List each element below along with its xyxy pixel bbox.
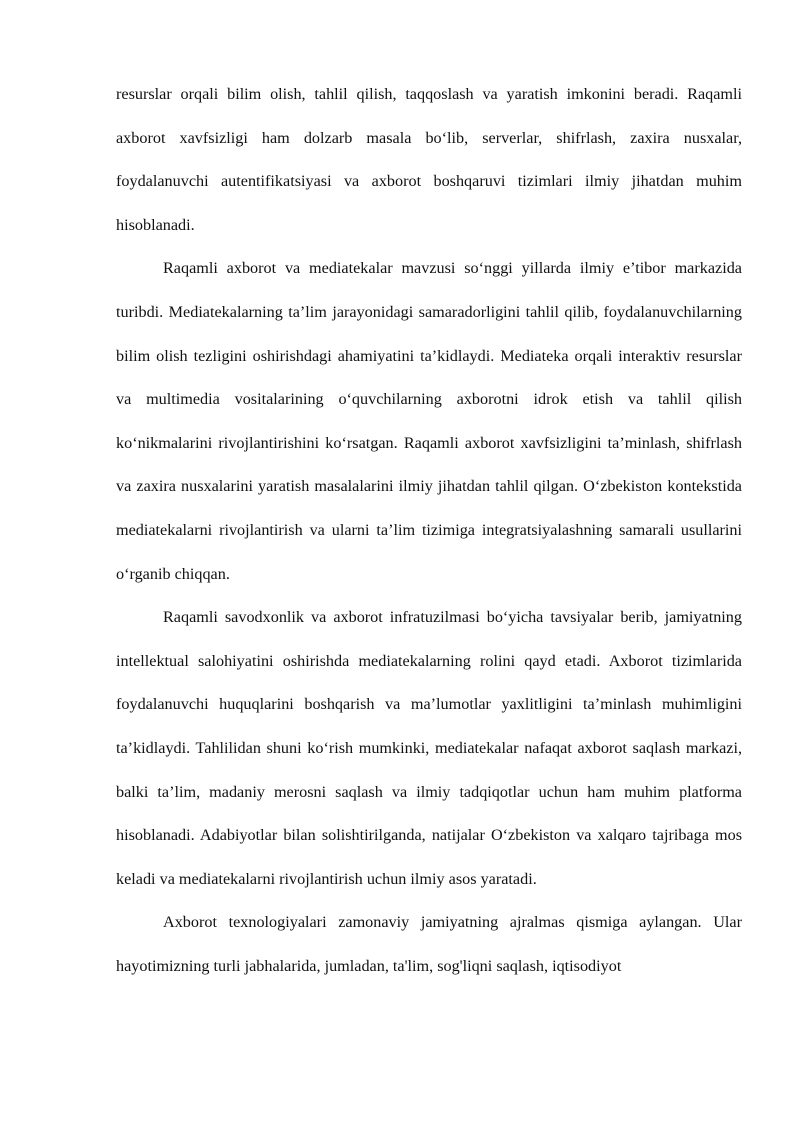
paragraph-mediatekalar-research: Raqamli axborot va mediatekalar mavzusi so‘nggi yillarda ilmiy e’tibor markazida turibdi. Mediatekalarning ta’lim jarayonidagi samaradorligini tahlil qilib, foydalanuvchilarning bilim olish tezligini oshirishdagi ahamiyatini ta’kidlaydi. Mediateka orqali interaktiv resurslar va multimedia vositalarining o‘quvchilarning axborotni idrok etish va tahlil qilish ko‘nikmalarini rivojlantirishini ko‘rsatgan. Raqamli axborot xavfsizligini ta’minlash, shifrlash va zaxira nusxalarini yaratish masalalarini ilmiy jihatdan tahlil qilgan. O‘zbekiston kontekstida mediatekalarni rivojlantirish va ularni ta’lim tizimiga integratsiyalashning samarali usullarini o‘rganib chiqqan. — [116, 259, 742, 583]
paragraph-information-technologies: Axborot texnologiyalari zamonaviy jamiyatning ajralmas qismiga aylangan. Ular hayotimizning turli jabhalarida, jumladan, ta'lim, sog'liqni saqlash, iqtisodiyot — [116, 913, 742, 975]
paragraph-digital-literacy: Raqamli savodxonlik va axborot infratuzilmasi bo‘yicha tavsiyalar berib, jamiyatning intellektual salohiyatini oshirishda mediatekalarning rolini qayd etadi. Axborot tizimlarida foydalanuvchi huquqlarini boshqarish va ma’lumotlar yaxlitligini ta’minlash muhimligini ta’kidlaydi. Tahlilidan shuni ko‘rish mumkinki, mediatekalar nafaqat axborot saqlash markazi, balki ta’lim, madaniy merosni saqlash va ilmiy tadqiqotlar uchun ham muhim platforma hisoblanadi. Adabiyotlar bilan solishtirilganda, natijalar O‘zbekiston va xalqaro tajribaga mos keladi va mediatekalarni rivojlantirish uchun ilmiy asos yaratadi. — [116, 608, 742, 888]
paragraph-continuation: resurslar orqali bilim olish, tahlil qilish, taqqoslash va yaratish imkonini beradi. Raqamli axborot xavfsizligi ham dolzarb masala bo‘lib, serverlar, shifrlash, zaxira nusxalar, foydalanuvchi autentifikatsiyasi va axborot boshqaruvi tizimlari ilmiy jihatdan muhim hisoblanadi. — [116, 85, 742, 234]
document-page — [116, 73, 742, 988]
